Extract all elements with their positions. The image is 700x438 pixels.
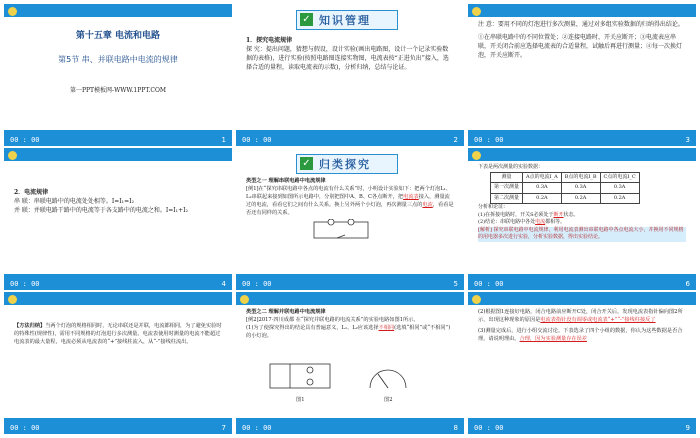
example-part: ，看看是否还有同样的关系。 [246,202,454,216]
time-label: 00 : 00 [10,280,40,288]
answer-text: 电流 [422,202,433,208]
slide-bottom-bar [236,418,464,434]
question-text: (1)在拆接电路时，开关S必须处于 [478,211,554,218]
table-header: C点的电流I_C [600,172,639,183]
banner-title: 知识管理 [319,14,371,27]
slide-number: 3 [685,136,690,144]
question-1 [478,212,686,220]
type-heading: 类型之二 理解并联电路中电流规律 [246,309,326,315]
sun-icon [240,295,249,304]
time-label: 00 : 00 [242,424,272,432]
analysis-note: [解析] 探究串联电路中电流规律，利用电流表测出串联电路中各点电流大小，并换用不同规格的用电器多次进行实验，分析实验数据，得出实验结论。 [478,227,686,242]
answer-text: 不相同 [378,325,395,331]
slide-thumbnail-4[interactable] [4,148,232,290]
slide-thumbnail-7[interactable] [4,292,232,434]
table-header-row [491,172,640,183]
slide-thumbnail-8[interactable] [236,292,464,434]
question-text: (3)测量完成后，进行小组交流讨论。下表选录了四个小组的数据，你认为这些数据是否合理，请说明理由。 [478,328,683,342]
table-row [491,193,640,204]
slide-number: 1 [221,136,226,144]
answer-text: 断开 [553,211,564,218]
example-part: [例1]在“探究串联电路中各点的电流有什么关系”时，小明设计实验如下：把两个灯泡L₁、L₂串联起来接到如图所示电路中，分别把图中A、B、C各点断开，把 [246,186,451,200]
table-header: B点的电流I_B [561,172,600,183]
figure-1-caption: 图1 [296,397,305,403]
type-heading: 类型之一 理解串联电路中电流规律 [246,178,326,184]
question-2 [478,219,686,227]
question-text: 状态。 [563,211,579,218]
question-text: (选填“相同”或“不相同”)的小灯泡。 [246,325,451,339]
data-table [490,172,640,205]
circuit-figure-1 [266,360,336,394]
slide-top-bar [4,4,232,17]
sun-icon [472,295,481,304]
slide-top-bar [468,4,696,17]
table-cell: 第二次测量 [491,193,523,204]
slide-thumbnail-6[interactable] [468,148,696,290]
question-3 [478,327,686,343]
slide-top-bar [4,292,232,305]
slide-bottom-bar [4,274,232,290]
section-banner [296,10,398,30]
slide-thumbnail-2[interactable] [236,4,464,146]
table-header: A点的电流I_A [523,172,562,183]
time-label: 00 : 00 [242,280,272,288]
slide-number: 7 [221,424,226,432]
note-text: 注 意：要用不同的灯泡进行多次测量，通过对多组实验数据的归纳得出结论。 [478,21,684,28]
answer-text: 电流表 [403,194,419,200]
slide-bottom-bar [468,418,696,434]
example-part: 接入，测量流过的电流，看看它们之间有什么关系。换上另外两个小灯泡，再次测量三点的 [246,194,450,208]
table-header: 测量 [491,172,523,183]
table-cell: 0.3A [523,183,562,194]
slide-bottom-bar [236,130,464,146]
slide-number: 5 [453,280,458,288]
paragraph: 探 究：提出问题，猜想与假设，设计实验(画出电路图，设计一个记录实验数据的表格)，进行实验(按照电路图连接实物图，电流表按“正进负出”接入，选择合适的量程，读取电流表的示数)，分析归纳，总结与论证。 [246,46,449,71]
analysis-label: 分析和论证： [478,204,509,210]
slide-bottom-bar [4,130,232,146]
slide-number: 9 [685,424,690,432]
sun-icon [8,7,17,16]
check-icon: ✓ [300,13,313,26]
slide-thumbnail-1[interactable] [4,4,232,146]
table-cell: 0.3A [600,183,639,194]
question-text: (1)为了使探究得出的结论具有普遍意义，L₁、L₂应该选择 [246,325,379,331]
question-2 [478,308,686,324]
time-label: 00 : 00 [474,280,504,288]
slide-number: 6 [685,280,690,288]
point-list: ①在串联电路中的不同位置处；②连接电路时，开关应断开；③电流表应串联，开关闭合前应选择电流表的合适量程，试触后再进行测量；④每一次换灯泡，开关应断开。 [478,34,683,59]
time-label: 00 : 00 [474,136,504,144]
template-footer: 第一PPT模板网-WWW.1PPT.COM [69,87,167,94]
example-text: [例2]2017·四川成都 在“探究并联电路的电流关系”的实验电路如图1所示。 [246,317,419,323]
ammeter-figure-2 [366,360,410,394]
table-row [491,183,640,194]
sun-icon [472,7,481,16]
question-text: (2)根据图1连接好电路，闭合电路前应断开C处，闭合开关后，发现电流表指针偏向图2所示，出现这种现象的原因是 [478,309,683,323]
sun-icon [472,151,481,160]
slide-bottom-bar [236,274,464,290]
slide-number: 2 [453,136,458,144]
slide-top-bar [236,292,464,305]
question-1 [246,324,454,340]
banner-title: 归类探究 [319,158,371,171]
circuit-diagram [311,219,371,241]
table-caption: 下表是两次测量的实验数据： [478,164,544,170]
slide-thumbnail-3[interactable] [468,4,696,146]
slide-bottom-bar [4,418,232,434]
example-text [246,185,454,217]
time-label: 00 : 00 [10,424,40,432]
answer-text: 电流表指针没有调零或电流表“+”“-”接线柱接反了 [540,317,656,323]
time-label: 00 : 00 [10,136,40,144]
answer-text: 电流 [535,219,546,225]
method-heading: 【方法归纳】 [14,323,46,329]
sun-icon [8,151,17,160]
slide-number: 8 [453,424,458,432]
slide-thumbnail-5[interactable] [236,148,464,290]
method-text: 当两个灯泡的规格相同时，无论串联还是并联，电流都相同，为了避免实验时的特殊性(规律性)，需用不同规格的灯泡进行多次测量。电流表使用时测量的电流不能超过电流表的最大量程，电流必须从电流表的“+”接线柱流入，从“-”接线柱流出。 [14,323,222,345]
table-cell: 0.2A [561,193,600,204]
time-label: 00 : 00 [242,136,272,144]
slide-number: 4 [221,280,226,288]
answer-text: 合理，因为实验测量存在误差 [519,336,587,342]
figure-2-caption: 图2 [384,397,393,403]
parallel-rule: 并 联：并联电路干路中的电流等于各支路中的电流之和。I=I₁+I₂ [14,207,188,214]
heading: 1．探究电流规律 [246,37,293,44]
table-cell: 0.2A [600,193,639,204]
slide-bottom-bar [468,130,696,146]
slide-thumbnail-9[interactable] [468,292,696,434]
check-icon: ✓ [300,157,313,170]
slide-top-bar [468,292,696,305]
sun-icon [8,295,17,304]
question-text: (2)结论：串联电路中各处 [478,219,536,225]
table-cell: 0.2A [523,193,562,204]
heading: 2．电流规律 [14,189,49,196]
time-label: 00 : 00 [474,424,504,432]
section-title: 第5节 串、并联电路中电流的规律 [58,55,178,64]
question-text: 都相等。 [545,219,566,225]
series-rule: 串 联：串联电路中的电流处处相等。I=I₁=I₂ [14,198,134,205]
table-cell: 第一次测量 [491,183,523,194]
slide-bottom-bar [468,274,696,290]
chapter-title: 第十五章 电流和电路 [75,31,161,41]
table-cell: 0.3A [561,183,600,194]
slide-top-bar [4,148,232,161]
section-banner [296,154,398,174]
slide-top-bar [468,148,696,161]
